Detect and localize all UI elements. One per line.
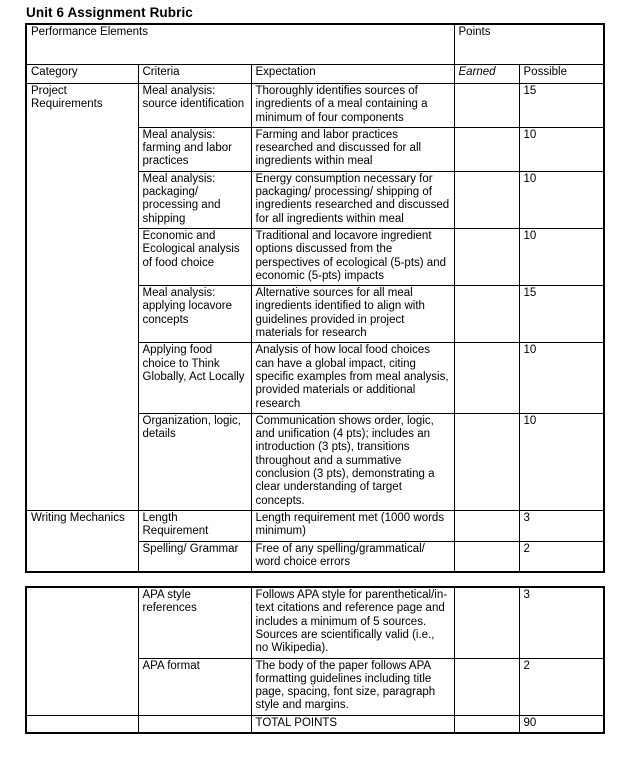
possible-cell: 15 <box>519 84 604 128</box>
criteria-cell: Meal analysis: farming and labor practices <box>138 127 251 171</box>
total-points-label-cell: TOTAL POINTS <box>251 715 454 733</box>
earned-cell <box>454 587 519 658</box>
category-cell-writing-mechanics: Writing Mechanics <box>26 510 138 572</box>
expectation-cell: Energy consumption necessary for packaging/ processing/ shipping of ingredients researched and discussed for all ingredients within meal <box>251 171 454 228</box>
possible-cell: 15 <box>519 286 604 343</box>
possible-cell: 3 <box>519 587 604 658</box>
expectation-cell: Alternative sources for all meal ingredients identified to align with guidelines provided in project materials for research <box>251 286 454 343</box>
total-points-row <box>26 715 604 733</box>
possible-cell: 3 <box>519 510 604 541</box>
expectation-cell: Analysis of how local food choices can have a global impact, citing specific examples from meal analysis, provided materials or additional research <box>251 343 454 413</box>
earned-cell <box>454 228 519 285</box>
possible-cell: 10 <box>519 228 604 285</box>
column-header-criteria: Criteria <box>138 65 251 84</box>
table-row <box>26 587 604 658</box>
column-header-possible: Possible <box>519 65 604 84</box>
page-title: Unit 6 Assignment Rubric <box>26 5 193 20</box>
criteria-cell: Meal analysis: applying locavore concepts <box>138 286 251 343</box>
criteria-cell: APA format <box>138 658 251 715</box>
criteria-cell: Meal analysis: packaging/ processing and shipping <box>138 171 251 228</box>
group-header-points: Points <box>454 24 604 65</box>
expectation-cell: Communication shows order, logic, and unification (4 pts); includes an introduction (3 pts), transitions throughout and a summative conclusion (3 pts), demonstrating a clear understanding of target concepts. <box>251 413 454 510</box>
expectation-cell: Farming and labor practices researched and discussed for all ingredients within meal <box>251 127 454 171</box>
criteria-cell: Organization, logic, details <box>138 413 251 510</box>
category-cell-empty <box>26 715 138 733</box>
column-header-earned: Earned <box>454 65 519 84</box>
table-row <box>26 84 604 128</box>
earned-cell <box>454 413 519 510</box>
earned-cell <box>454 286 519 343</box>
criteria-cell: APA style references <box>138 587 251 658</box>
column-header-row <box>26 65 604 84</box>
criteria-cell-empty <box>138 715 251 733</box>
earned-cell <box>454 658 519 715</box>
category-cell-project-requirements: Project Requirements <box>26 84 138 511</box>
possible-cell: 10 <box>519 171 604 228</box>
expectation-cell: Traditional and locavore ingredient options discussed from the perspectives of ecological (5-pts) and economic (5-pts) impacts <box>251 228 454 285</box>
expectation-cell: Follows APA style for parenthetical/in-text citations and reference page and includes a minimum of 5 sources. Sources are scientifically valid (i.e., no Wikipedia). <box>251 587 454 658</box>
earned-cell <box>454 127 519 171</box>
criteria-cell: Economic and Ecological analysis of food choice <box>138 228 251 285</box>
column-header-category: Category <box>26 65 138 84</box>
total-points-value-cell: 90 <box>519 715 604 733</box>
possible-cell: 10 <box>519 343 604 413</box>
earned-cell <box>454 84 519 128</box>
group-header-row <box>26 24 604 65</box>
column-header-expectation: Expectation <box>251 65 454 84</box>
expectation-cell: Thoroughly identifies sources of ingredients of a meal containing a minimum of four components <box>251 84 454 128</box>
category-cell-empty <box>26 587 138 715</box>
criteria-cell: Length Requirement <box>138 510 251 541</box>
expectation-cell: The body of the paper follows APA formatting guidelines including title page, spacing, font size, paragraph style and margins. <box>251 658 454 715</box>
earned-cell <box>454 510 519 541</box>
criteria-cell: Meal analysis: source identification <box>138 84 251 128</box>
expectation-cell: Free of any spelling/grammatical/ word choice errors <box>251 541 454 572</box>
possible-cell: 10 <box>519 413 604 510</box>
earned-cell <box>454 715 519 733</box>
possible-cell: 2 <box>519 658 604 715</box>
earned-cell <box>454 343 519 413</box>
criteria-cell: Applying food choice to Think Globally, Act Locally <box>138 343 251 413</box>
possible-cell: 10 <box>519 127 604 171</box>
table-gap <box>25 573 638 586</box>
table-row <box>26 510 604 541</box>
apa-table <box>25 586 605 734</box>
rubric-table <box>25 23 605 573</box>
possible-cell: 2 <box>519 541 604 572</box>
earned-cell <box>454 171 519 228</box>
expectation-cell: Length requirement met (1000 words minimum) <box>251 510 454 541</box>
group-header-performance-elements: Performance Elements <box>26 24 454 65</box>
criteria-cell: Spelling/ Grammar <box>138 541 251 572</box>
earned-cell <box>454 541 519 572</box>
